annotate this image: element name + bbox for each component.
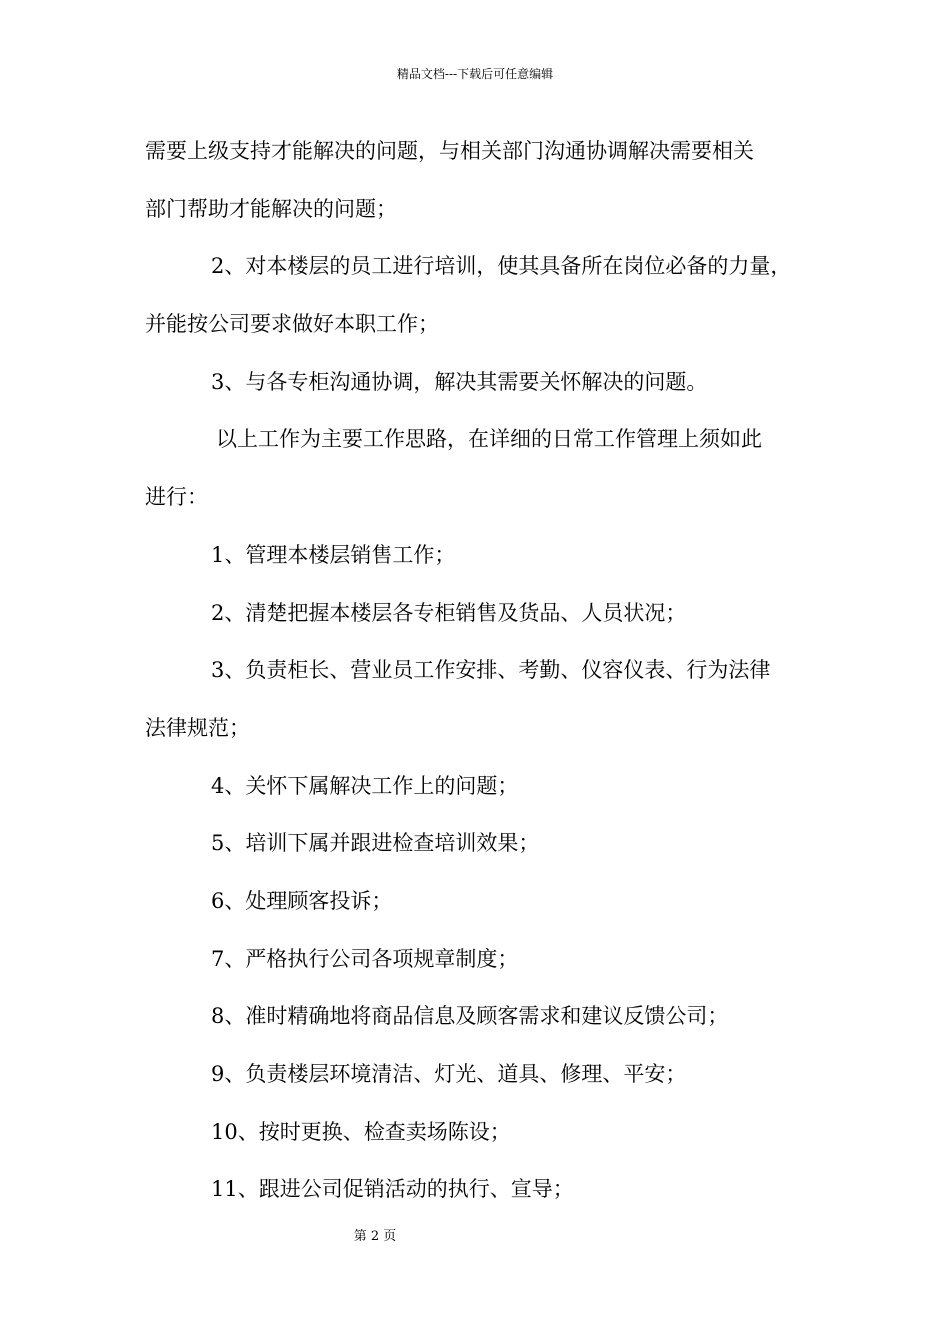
paragraph-line: 以上工作为主要工作思路，在详细的日常工作管理上须如此 (216, 427, 762, 452)
paragraph-line: 进行： (145, 485, 208, 510)
list-item: 7、严格执行公司各项规章制度； (211, 946, 519, 971)
list-item: 11、跟进公司促销活动的执行、宣导； (211, 1177, 574, 1202)
paragraph-line: 并能按公司要求做好本职工作； (145, 312, 439, 337)
page-number: 第 2 页 (353, 1229, 397, 1244)
list-item: 3、负责柜长、营业员工作安排、考勤、仪容仪表、行为法律 (211, 658, 771, 683)
list-item: 6、处理顾客投诉； (211, 888, 393, 913)
document-body (145, 128, 815, 1224)
paragraph-line: 部门帮助才能解决的问题； (145, 196, 397, 221)
list-item: 2、清楚把握本楼层各专柜销售及货品、人员状况； (211, 600, 687, 625)
paragraph-line: 法律规范； (145, 715, 250, 740)
list-item: 5、培训下属并跟进检查培训效果； (211, 831, 540, 856)
paragraph-line: 需要上级支持才能解决的问题，与相关部门沟通协调解决需要相关 (145, 139, 754, 163)
page-header: 精品文档---下载后可任意编辑 (396, 67, 554, 81)
list-item: 9、负责楼层环境清洁、灯光、道具、修理、平安； (211, 1062, 687, 1086)
list-item: 10、按时更换、检查卖场陈设； (211, 1119, 511, 1144)
list-item: 3、与各专柜沟通协调，解决其需要关怀解决的问题。 (211, 369, 708, 394)
list-item: 1、管理本楼层销售工作； (211, 542, 456, 567)
list-item: 4、关怀下属解决工作上的问题； (211, 773, 519, 798)
list-item: 2、对本楼层的员工进行培训，使其具备所在岗位必备的力量， (211, 254, 792, 279)
list-item: 8、准时精确地将商品信息及顾客需求和建议反馈公司； (211, 1004, 729, 1029)
